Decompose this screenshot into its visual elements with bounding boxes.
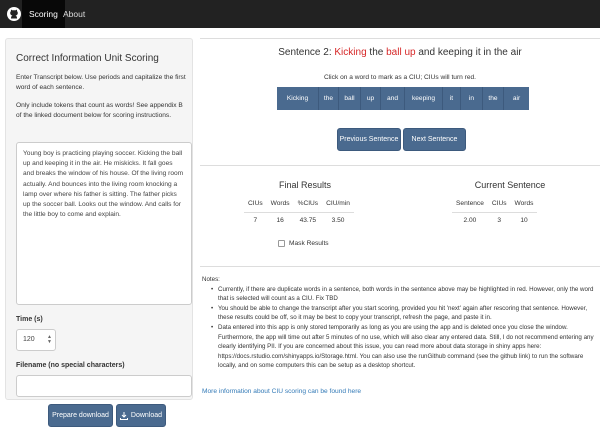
- table-cell: 10: [520, 216, 528, 224]
- table-header: %CIUs: [294, 196, 323, 212]
- table-header: CIUs: [244, 196, 267, 212]
- results-panel: [200, 165, 600, 267]
- sentence-word: the: [366, 47, 387, 58]
- word-button[interactable]: the: [483, 87, 504, 110]
- word-button[interactable]: the: [319, 87, 339, 110]
- table-header: Sentence: [452, 196, 488, 212]
- tab-scoring[interactable]: Scoring: [22, 0, 65, 28]
- next-sentence-button[interactable]: Next Sentence: [403, 128, 466, 151]
- current-sentence-table: [452, 196, 537, 228]
- notes-list: [202, 285, 598, 371]
- word-button[interactable]: ball: [339, 87, 361, 110]
- ciu-word-red: Kicking: [334, 47, 367, 58]
- sentence-word: and keeping it in the air: [415, 47, 522, 58]
- mask-results-label: Mask Results: [289, 240, 329, 247]
- download-label: Download: [130, 412, 163, 419]
- time-value: 120: [23, 336, 35, 343]
- sidebar-panel: [5, 38, 193, 419]
- word-button[interactable]: up: [361, 87, 381, 110]
- word-button[interactable]: air: [504, 87, 529, 110]
- table-cell: 7: [253, 216, 258, 224]
- time-input[interactable]: [16, 329, 56, 351]
- download-button[interactable]: [116, 404, 166, 427]
- download-icon: [120, 412, 128, 420]
- notes-section: [202, 275, 598, 371]
- table-header: CIU/min: [322, 196, 354, 212]
- list-item: • Currently, if there are duplicate words in a sentence, both words in the sentence above may be highlighted in red. However, only the word that is selected will count as a CIU. Fix TBD: [218, 285, 598, 304]
- ciu-word-red: ball up: [386, 47, 416, 58]
- sentence-panel: [200, 38, 600, 160]
- notes-heading: Notes:: [202, 276, 220, 283]
- navbar: [0, 0, 600, 28]
- ciu-info-link[interactable]: More information about CIU scoring can be found here: [202, 388, 362, 395]
- word-button[interactable]: keeping: [405, 87, 443, 110]
- filename-input[interactable]: [16, 375, 192, 397]
- github-icon[interactable]: [6, 6, 22, 22]
- table-cell: 2.00: [463, 216, 477, 224]
- table-cell: 3: [497, 216, 502, 224]
- time-label: Time (s): [16, 316, 43, 323]
- list-item: • Data entered into this app is only stored temporarily as long as you are using the app and is deleted once you close the window. Furthermore, the app will time out after 5 minutes of no use, which will also clear any entered data. Still, I do not recommend entering any clearly identifying PII. If you are concerned about this issue, you can read more about data storage in shiny apps here: https://docs.rstudio.com/shinyapps.io/Storage.html. You can also use the runGithub command (see the github link) to run the software locally, and on some computers this can be setup as a desktop shortcut.: [218, 323, 598, 371]
- table-header: Words: [511, 196, 538, 212]
- word-button[interactable]: in: [461, 87, 483, 110]
- word-button-group: [277, 87, 529, 110]
- current-sentence-title: Current Sentence: [474, 180, 546, 190]
- mask-results-checkbox[interactable]: [278, 240, 329, 247]
- final-results-title: Final Results: [278, 180, 332, 190]
- word-button[interactable]: and: [381, 87, 405, 110]
- table-cell: 43.75: [299, 216, 317, 224]
- word-instruction: Click on a word to mark as a CIU; CIUs will turn red.: [323, 74, 477, 81]
- checkbox-box[interactable]: [278, 240, 285, 247]
- word-button[interactable]: Kicking: [277, 87, 319, 110]
- table-cell: 3.50: [331, 216, 345, 224]
- spinner-arrows-icon[interactable]: ▲ ▼: [47, 334, 52, 345]
- sentence-title: [200, 47, 600, 58]
- sentence-prefix: Sentence 2:: [278, 47, 335, 58]
- table-header: CIUs: [488, 196, 511, 212]
- transcript-instructions: Enter Transcript below. Use periods and capitalize the first word of each sentence.: [16, 74, 186, 91]
- table-header: Words: [267, 196, 294, 212]
- filename-label: Filename (no special characters): [16, 362, 125, 369]
- list-item: • You should be able to change the transcript after you start scoring, provided you hit 'next' again after rescoring that sentence. However, these results could be off, so it may be best to copy your transcript, refresh the page, and paste it in.: [218, 304, 598, 323]
- tab-about[interactable]: About: [63, 9, 86, 19]
- transcript-input[interactable]: [16, 142, 192, 305]
- prepare-download-button[interactable]: Prepare download: [48, 404, 113, 427]
- token-instructions: Only include tokens that count as words! See appendix B of the linked document below for scoring instructions.: [16, 102, 183, 119]
- word-button[interactable]: it: [443, 87, 461, 110]
- final-results-table: [244, 196, 354, 228]
- sidebar-title: Correct Information Unit Scoring: [16, 53, 159, 64]
- previous-sentence-button[interactable]: Previous Sentence: [337, 128, 401, 151]
- table-cell: 16: [276, 216, 284, 224]
